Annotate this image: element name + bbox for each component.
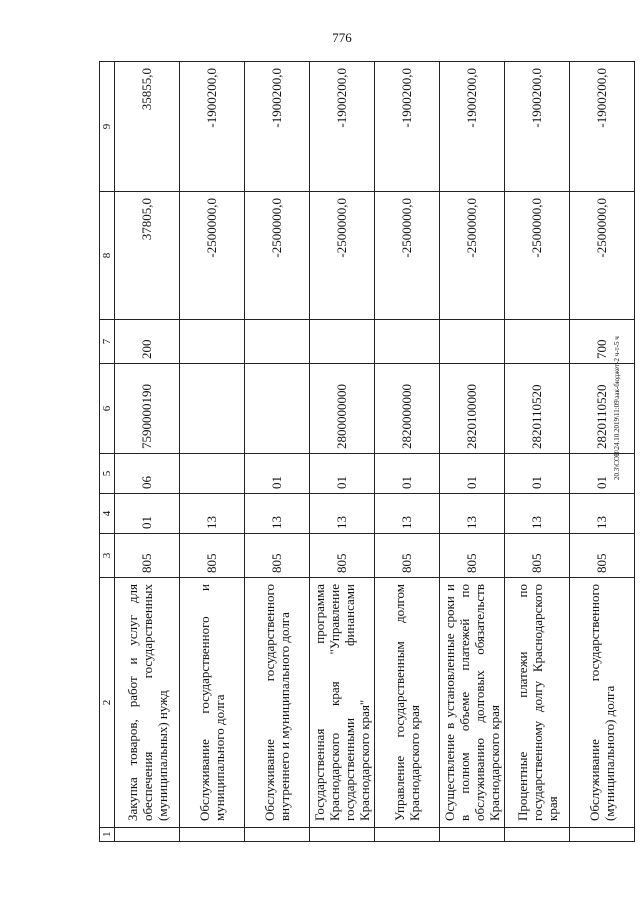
empty-cell (570, 828, 635, 842)
document-stamp: 20.3\COB\24.10.2019\11:09\зак-бюджет-2 ч-т-5 ч (613, 336, 621, 480)
target-article-cell (245, 364, 310, 454)
ved-code-cell: 805 (440, 534, 505, 578)
section-code-cell: 01 (115, 494, 180, 534)
ved-code-cell: 805 (375, 534, 440, 578)
table-row (375, 62, 440, 842)
header-cell: 7 (100, 320, 115, 364)
header-cell: 8 (100, 192, 115, 320)
ved-code-cell: 805 (115, 534, 180, 578)
amount-cell: -2500000,0 (180, 192, 245, 320)
empty-cell (115, 828, 180, 842)
empty-cell (245, 828, 310, 842)
amount-cell: -1900200,0 (570, 62, 635, 192)
target-article-cell: 2800000000 (310, 364, 375, 454)
ved-code-cell: 805 (570, 534, 635, 578)
header-cell: 6 (100, 364, 115, 454)
page-number: 776 (332, 30, 352, 45)
subsection-code-cell: 06 (115, 454, 180, 494)
expense-type-cell (310, 320, 375, 364)
target-article-cell: 2820110520 (505, 364, 570, 454)
expense-type-cell (375, 320, 440, 364)
budget-table (99, 61, 635, 842)
expense-type-cell (245, 320, 310, 364)
expense-type-cell (505, 320, 570, 364)
header-cell: 5 (100, 454, 115, 494)
empty-cell (505, 828, 570, 842)
section-code-cell: 13 (375, 494, 440, 534)
amount-cell: -1900200,0 (180, 62, 245, 192)
amount-cell: -1900200,0 (505, 62, 570, 192)
section-code-cell: 13 (310, 494, 375, 534)
table-row (245, 62, 310, 842)
section-code-cell: 13 (440, 494, 505, 534)
header-cell: 1 (100, 828, 115, 842)
row-name-cell: Процентные платежи по государственному долгу Краснодарского края (505, 578, 570, 828)
amount-cell: -2500000,0 (440, 192, 505, 320)
amount-cell: -1900200,0 (375, 62, 440, 192)
target-article-cell (180, 364, 245, 454)
amount-cell: -2500000,0 (245, 192, 310, 320)
table-row (505, 62, 570, 842)
ved-code-cell: 805 (310, 534, 375, 578)
header-cell: 4 (100, 494, 115, 534)
amount-cell: -2500000,0 (505, 192, 570, 320)
header-cell: 2 (100, 578, 115, 828)
table-row (310, 62, 375, 842)
target-article-cell: 2820110520 (570, 364, 635, 454)
subsection-code-cell: 01 (570, 454, 635, 494)
target-article-cell: 7590000190 (115, 364, 180, 454)
row-name-cell: Обслуживание государственного внутреннего и муниципального долга (245, 578, 310, 828)
subsection-code-cell (180, 454, 245, 494)
table-row (115, 62, 180, 842)
empty-cell (310, 828, 375, 842)
amount-cell: -2500000,0 (570, 192, 635, 320)
expense-type-cell: 200 (115, 320, 180, 364)
amount-cell: 37805,0 (115, 192, 180, 320)
row-name-cell: Государственная программа Краснодарского края "Управление государственными финансами Краснодарского края" (310, 578, 375, 828)
row-name-cell: Управление государственным долгом Краснодарского края (375, 578, 440, 828)
amount-cell: -1900200,0 (440, 62, 505, 192)
subsection-code-cell: 01 (505, 454, 570, 494)
section-code-cell: 13 (570, 494, 635, 534)
row-name-cell: Закупка товаров, работ и услуг для обеспечения государственных (муниципальных) нужд (115, 578, 180, 828)
target-article-cell: 2820100000 (440, 364, 505, 454)
amount-cell: -1900200,0 (310, 62, 375, 192)
subsection-code-cell: 01 (310, 454, 375, 494)
header-cell: 3 (100, 534, 115, 578)
ved-code-cell: 805 (180, 534, 245, 578)
empty-cell (440, 828, 505, 842)
expense-type-cell: 700 (570, 320, 635, 364)
empty-cell (375, 828, 440, 842)
table-row (180, 62, 245, 842)
target-article-cell: 2820000000 (375, 364, 440, 454)
section-code-cell: 13 (180, 494, 245, 534)
empty-cell (180, 828, 245, 842)
row-name-cell: Обслуживание государственного и муниципального долга (180, 578, 245, 828)
amount-cell: -2500000,0 (310, 192, 375, 320)
table-row (440, 62, 505, 842)
subsection-code-cell: 01 (245, 454, 310, 494)
header-cell: 9 (100, 62, 115, 192)
table-row (570, 62, 635, 842)
ved-code-cell: 805 (245, 534, 310, 578)
subsection-code-cell: 01 (375, 454, 440, 494)
section-code-cell: 13 (245, 494, 310, 534)
row-name-cell: Осуществление в установленные сроки и в полном объеме платежей по обслуживанию долговых обязательств Краснодарского края (440, 578, 505, 828)
subsection-code-cell: 01 (440, 454, 505, 494)
expense-type-cell (180, 320, 245, 364)
amount-cell: -2500000,0 (375, 192, 440, 320)
row-name-cell: Обслуживание государственного (муниципального) долга (570, 578, 635, 828)
amount-cell: -1900200,0 (245, 62, 310, 192)
amount-cell: 35855,0 (115, 62, 180, 192)
header-row (100, 62, 115, 842)
section-code-cell: 13 (505, 494, 570, 534)
expense-type-cell (440, 320, 505, 364)
ved-code-cell: 805 (505, 534, 570, 578)
